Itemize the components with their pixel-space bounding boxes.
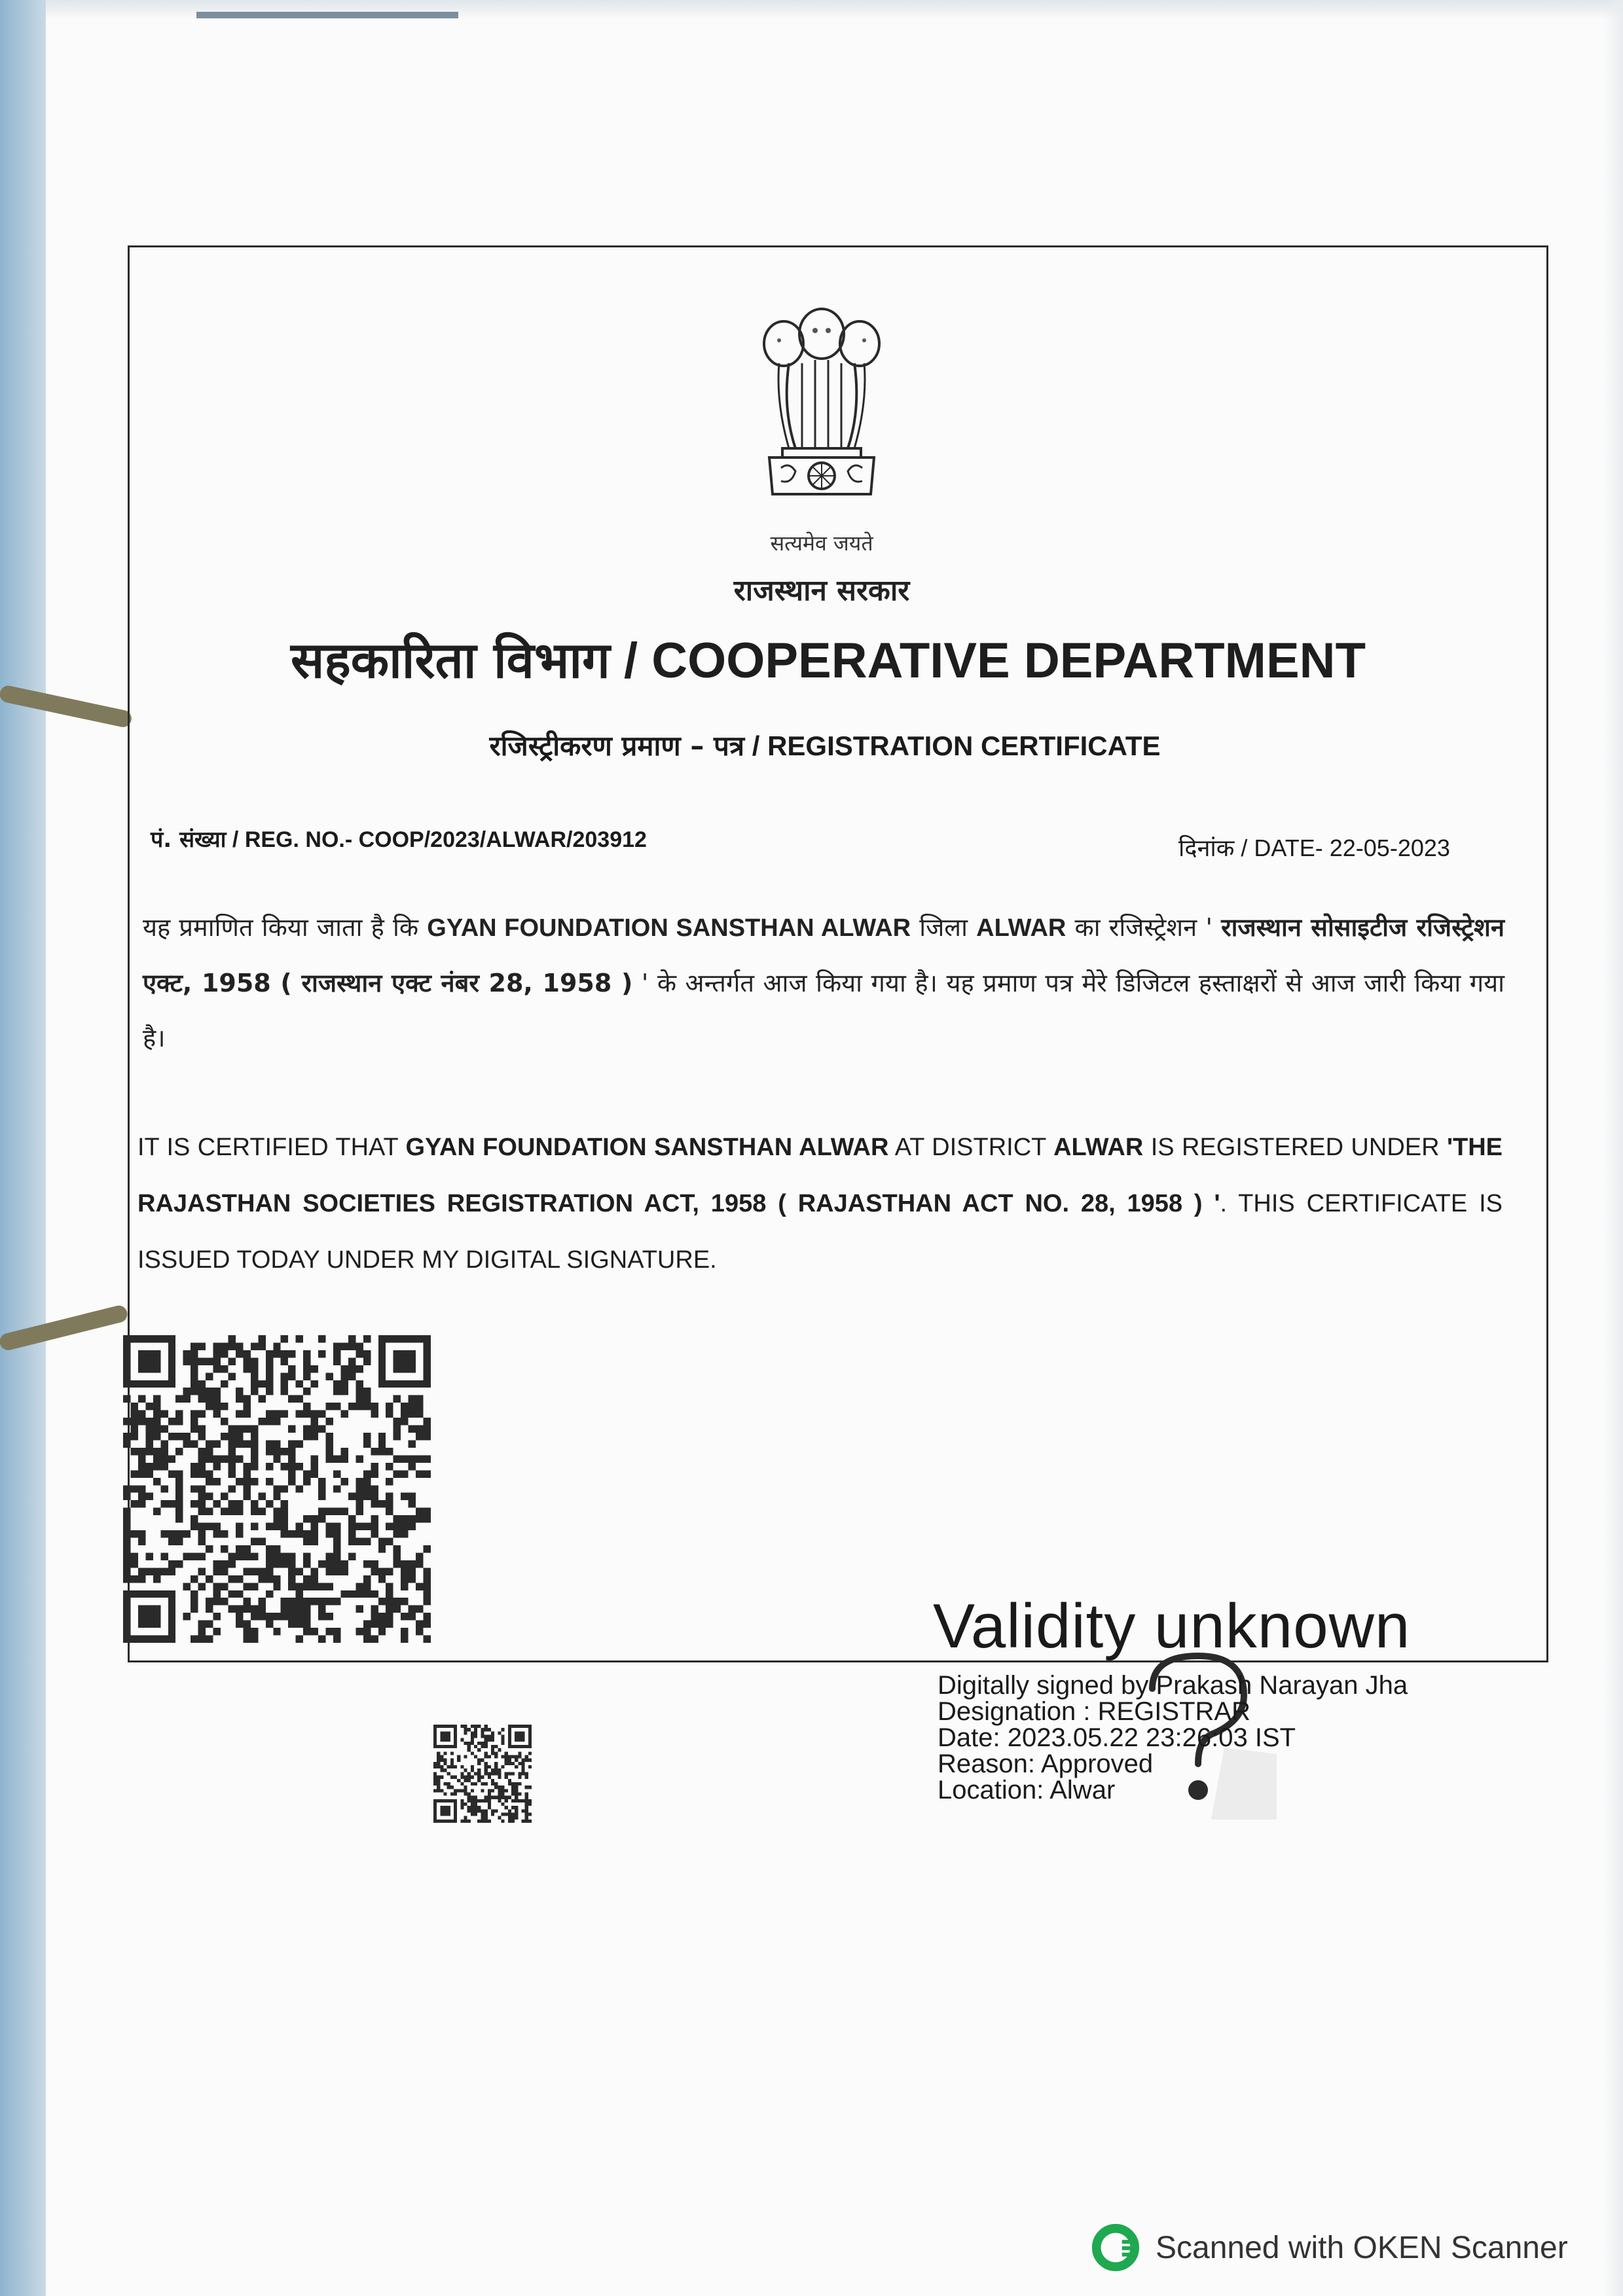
english-text-4: . THIS CERTIFICATE IS ISSUED TODAY UNDER MY DIGITAL SIGNATURE. bbox=[137, 1190, 1503, 1274]
scan-shadow-right bbox=[1603, 0, 1623, 2296]
scan-stripe-top bbox=[196, 12, 458, 18]
scanner-watermark-text: Scanned with OKEN Scanner bbox=[1156, 2230, 1568, 2265]
organization-name-hindi-para: GYAN FOUNDATION SANSTHAN ALWAR bbox=[427, 914, 911, 942]
english-text-1: IT IS CERTIFIED THAT bbox=[137, 1134, 406, 1161]
hindi-text-2: जिला bbox=[911, 913, 977, 942]
english-text-2: AT DISTRICT bbox=[888, 1134, 1054, 1161]
ashoka-emblem-icon bbox=[743, 298, 900, 533]
organization-name-english-para: GYAN FOUNDATION SANSTHAN ALWAR bbox=[405, 1134, 889, 1161]
hindi-text-1: यह प्रमाणित किया जाता है कि bbox=[143, 913, 428, 942]
hindi-text-4: ' के अन्तर्गत आज किया गया है। यह प्रमाण पत्र मेरे डिजिटल हस्ताक्षरों से आज जारी किया गया है। bbox=[143, 969, 1504, 1052]
qr-modules bbox=[433, 1725, 532, 1823]
department-title-english: / COOPERATIVE DEPARTMENT bbox=[623, 633, 1366, 689]
qr-code-icon bbox=[123, 1335, 431, 1643]
reg-label-english: / REG. NO.- COOP/2023/ALWAR/203912 bbox=[232, 827, 647, 852]
qr-modules bbox=[123, 1335, 431, 1643]
scan-background-left bbox=[0, 0, 46, 2296]
date-label-hindi: दिनांक bbox=[1178, 835, 1235, 862]
signature-validity-status: Validity unknown bbox=[933, 1591, 1411, 1661]
english-text-3: IS REGISTERED UNDER bbox=[1143, 1134, 1447, 1161]
hindi-text-3: का रजिस्ट्रेशन ' bbox=[1066, 913, 1222, 942]
government-name: राजस्थान सरकार bbox=[733, 574, 910, 607]
oken-scanner-logo-icon bbox=[1090, 2222, 1141, 2273]
certificate-title bbox=[367, 726, 1283, 764]
scanner-watermark bbox=[1090, 2222, 1568, 2273]
certification-paragraph-hindi bbox=[143, 900, 1504, 1066]
signed-by: Digitally signed by Prakash Narayan Jha bbox=[938, 1671, 1408, 1700]
certificate-title-hindi: रजिस्ट्रीकरण प्रमाण – पत्र bbox=[489, 730, 745, 762]
registration-number bbox=[151, 823, 647, 853]
signature-reason: Reason: Approved bbox=[938, 1749, 1154, 1778]
department-title bbox=[255, 625, 1401, 692]
district-hindi-para: ALWAR bbox=[976, 914, 1067, 942]
department-title-hindi: सहकारिता विभाग bbox=[290, 631, 610, 689]
district-english-para: ALWAR bbox=[1053, 1134, 1144, 1161]
emblem-motto: सत्यमेव जयते bbox=[770, 531, 873, 556]
signature-location: Location: Alwar bbox=[938, 1776, 1116, 1804]
registration-date bbox=[1178, 831, 1450, 863]
act-name-hindi: राजस्थान सोसाइटीज रजिस्ट्रेशन एक्ट, 1958 ( राजस्थान एक्ट नंबर 28, 1958 ) bbox=[143, 913, 1504, 997]
act-name-english: 'THE RAJASTHAN SOCIETIES REGISTRATION ACT, 1958 ( RAJASTHAN ACT NO. 28, 1958 ) ' bbox=[137, 1134, 1503, 1217]
qr-code-small-icon bbox=[433, 1725, 532, 1823]
date-label-english: / DATE- 22-05-2023 bbox=[1241, 834, 1450, 861]
signature-date: Date: 2023.05.22 23:26:03 IST bbox=[938, 1723, 1296, 1752]
signer-designation: Designation : REGISTRAR bbox=[938, 1697, 1250, 1726]
reg-label-hindi: पं. संख्या bbox=[151, 827, 227, 853]
certification-paragraph-english bbox=[137, 1119, 1503, 1288]
certificate-title-english: / REGISTRATION CERTIFICATE bbox=[752, 730, 1161, 761]
digital-signature-details bbox=[938, 1672, 1408, 1803]
